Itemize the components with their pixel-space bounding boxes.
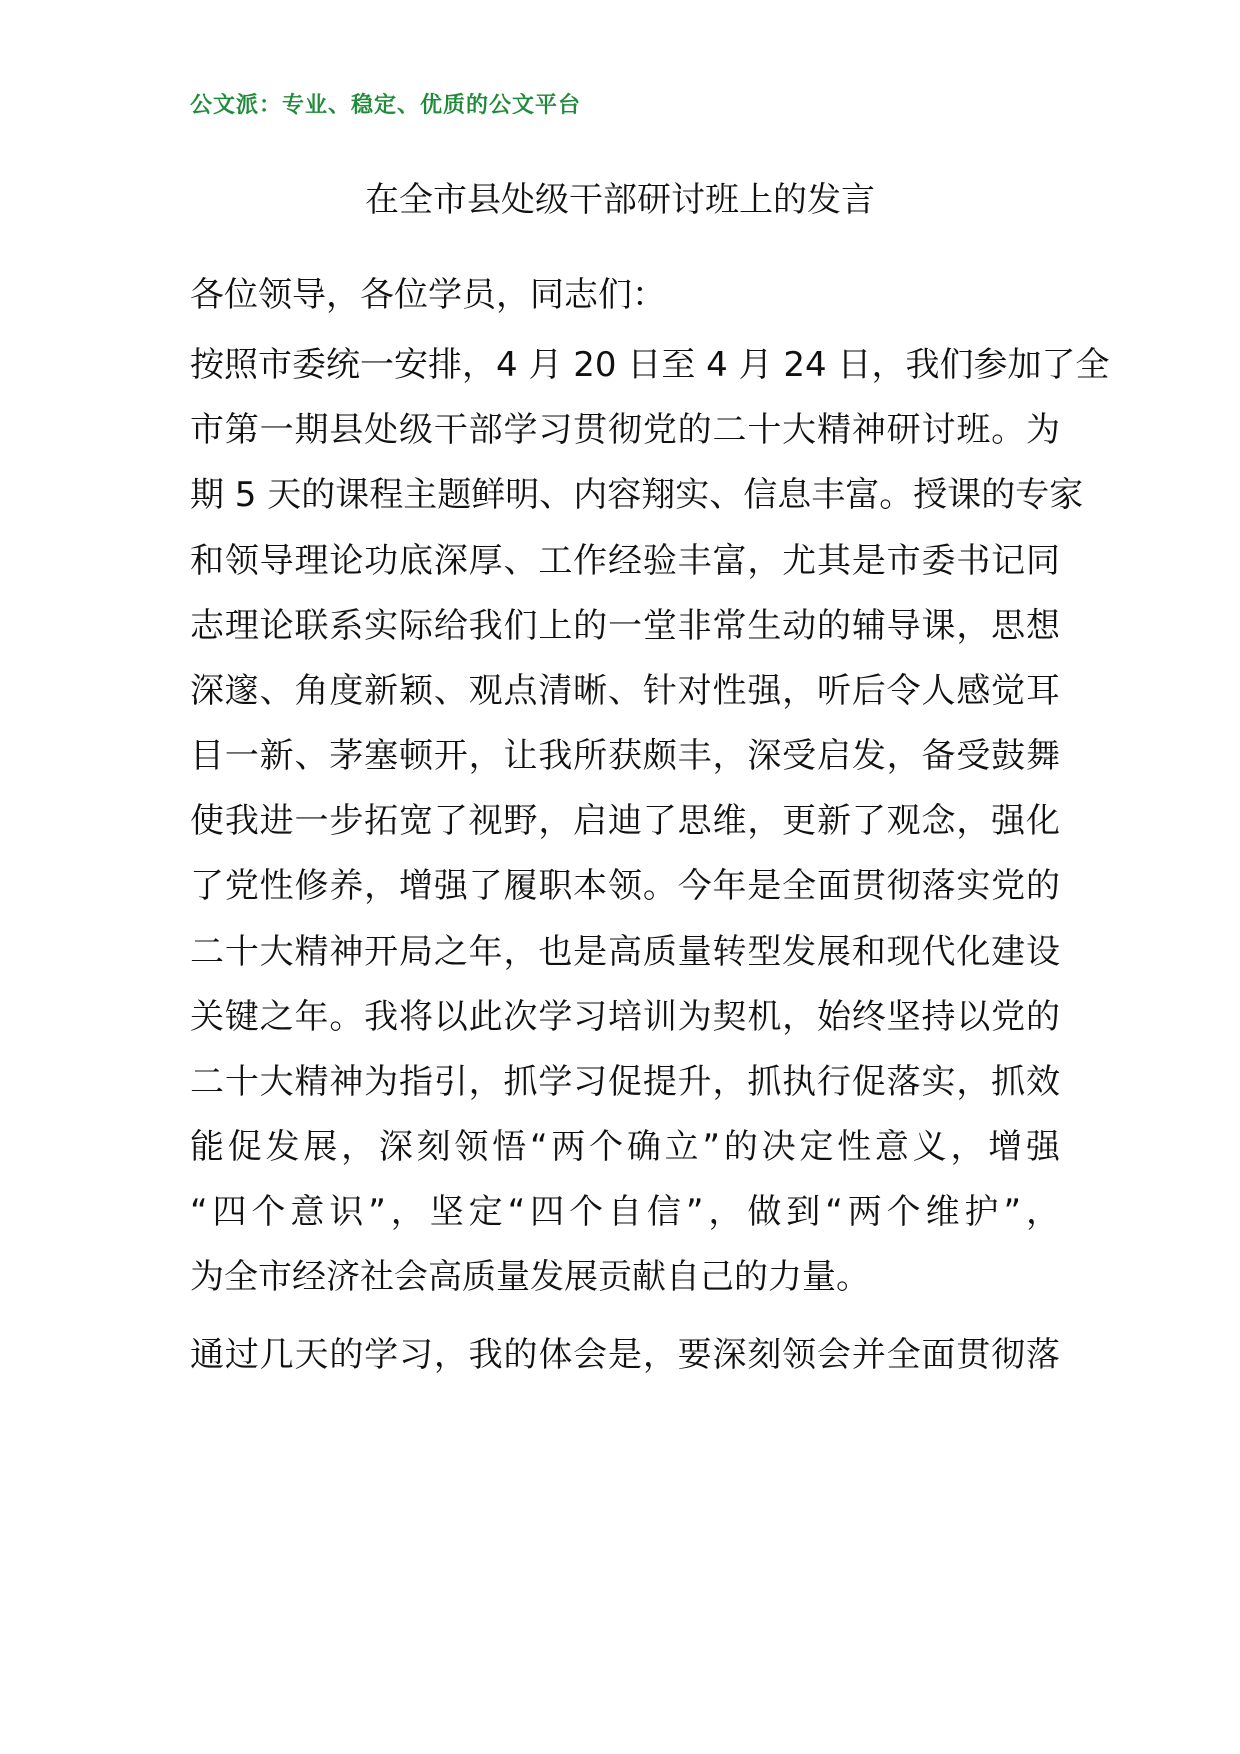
body-line: 了党性修养，增强了履职本领。今年是全面贯彻落实党的 bbox=[190, 866, 1060, 906]
body-line: 按照市委统一安排，4 月 20 日至 4 月 24 日，我们参加了全 bbox=[190, 345, 1110, 385]
body-line: 能促发展，深刻领悟“两个确立”的决定性意义，增强 bbox=[190, 1127, 1060, 1167]
document-title: 在全市县处级干部研讨班上的发言 bbox=[365, 180, 875, 220]
body-line: 二十大精神开局之年，也是高质量转型发展和现代化建设 bbox=[190, 932, 1060, 972]
site-header-banner: 公文派：专业、稳定、优质的公文平台 bbox=[190, 93, 582, 118]
body-line: 市第一期县处级干部学习贯彻党的二十大精神研讨班。为 bbox=[190, 410, 1060, 450]
body-line: 和领导理论功底深厚、工作经验丰富，尤其是市委书记同 bbox=[190, 541, 1060, 581]
body-line: 为全市经济社会高质量发展贡献自己的力量。 bbox=[190, 1257, 870, 1297]
body-line: 目一新、茅塞顿开，让我所获颇丰，深受启发，备受鼓舞 bbox=[190, 736, 1060, 776]
body-line: 深邃、角度新颖、观点清晰、针对性强，听后令人感觉耳 bbox=[190, 671, 1060, 711]
body-line: 期 5 天的课程主题鲜明、内容翔实、信息丰富。授课的专家 bbox=[190, 475, 1084, 515]
body-line: 使我进一步拓宽了视野，启迪了思维，更新了观念，强化 bbox=[190, 801, 1060, 841]
body-line: 通过几天的学习，我的体会是，要深刻领会并全面贯彻落 bbox=[190, 1335, 1060, 1375]
body-line: 二十大精神为指引，抓学习促提升，抓执行促落实，抓效 bbox=[190, 1062, 1060, 1102]
body-line: “四个意识”，坚定“四个自信”，做到“两个维护”， bbox=[190, 1192, 1060, 1232]
salutation: 各位领导，各位学员，同志们： bbox=[190, 275, 666, 315]
body-line: 关键之年。我将以此次学习培训为契机，始终坚持以党的 bbox=[190, 997, 1060, 1037]
body-line: 志理论联系实际给我们上的一堂非常生动的辅导课，思想 bbox=[190, 606, 1060, 646]
